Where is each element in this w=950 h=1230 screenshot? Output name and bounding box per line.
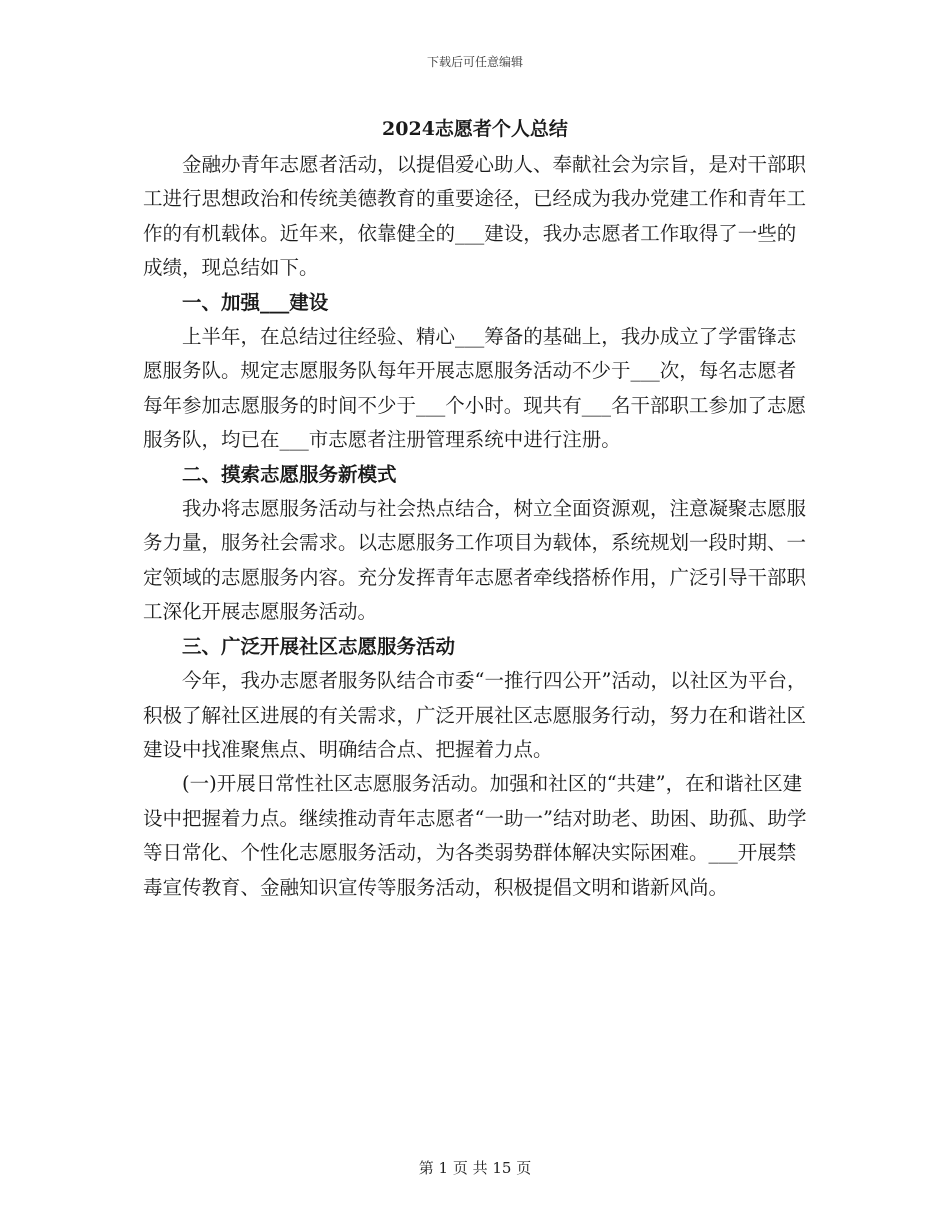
paragraph-intro: 金融办青年志愿者活动，以提倡爱心助人、奉献社会为宗旨，是对干部职工进行思想政治和传统美德教育的重要途径，已经成为我办党建工作和青年工作的有机载体。近年来，依靠健全的___建设，我办志愿者工作取得了一些的成绩，现总结如下。 [143,153,807,280]
section-heading-2: 二、摸索志愿服务新模式 [182,462,397,486]
section-heading-3: 三、广泛开展社区志愿服务活动 [182,634,456,658]
page-number: 第 1 页 共 15 页 [418,1159,532,1177]
document-body [143,148,808,905]
paragraph-section-1: 上半年，在总结过往经验、精心___筹备的基础上，我办成立了学雷锋志愿服务队。规定志愿服务队每年开展志愿服务活动不少于___次，每名志愿者每年参加志愿服务的时间不少于___个小时。现共有___名干部职工参加了志愿服务队，均已在___市志愿者注册管理系统中进行注册。 [143,325,807,452]
document-title: 2024志愿者个人总结 [382,118,568,140]
paragraph-section-3: 今年，我办志愿者服务队结合市委“一推行四公开”活动，以社区为平台，积极了解社区进展的有关需求，广泛开展社区志愿服务行动，努力在和谐社区建设中找准聚焦点、明确结合点、把握着力点。 [143,669,807,761]
header-note: 下载后可任意编辑 [426,55,523,69]
paragraph-subsection-1: (一)开展日常性社区志愿服务活动。加强和社区的“共建”，在和谐社区建设中把握着力点。继续推动青年志愿者“一助一”结对助老、助困、助孤、助学等日常化、个性化志愿服务活动，为各类弱势群体解决实际困难。___开展禁毒宣传教育、金融知识宣传等服务活动，积极提倡文明和谐新风尚。 [143,772,807,899]
paragraph-section-2: 我办将志愿服务活动与社会热点结合，树立全面资源观，注意凝聚志愿服务力量，服务社会需求。以志愿服务工作项目为载体，系统规划一段时期、一定领域的志愿服务内容。充分发挥青年志愿者牵线搭桥作用，广泛引导干部职工深化开展志愿服务活动。 [143,497,807,624]
section-heading-1: 一、加强___建设 [182,290,329,314]
